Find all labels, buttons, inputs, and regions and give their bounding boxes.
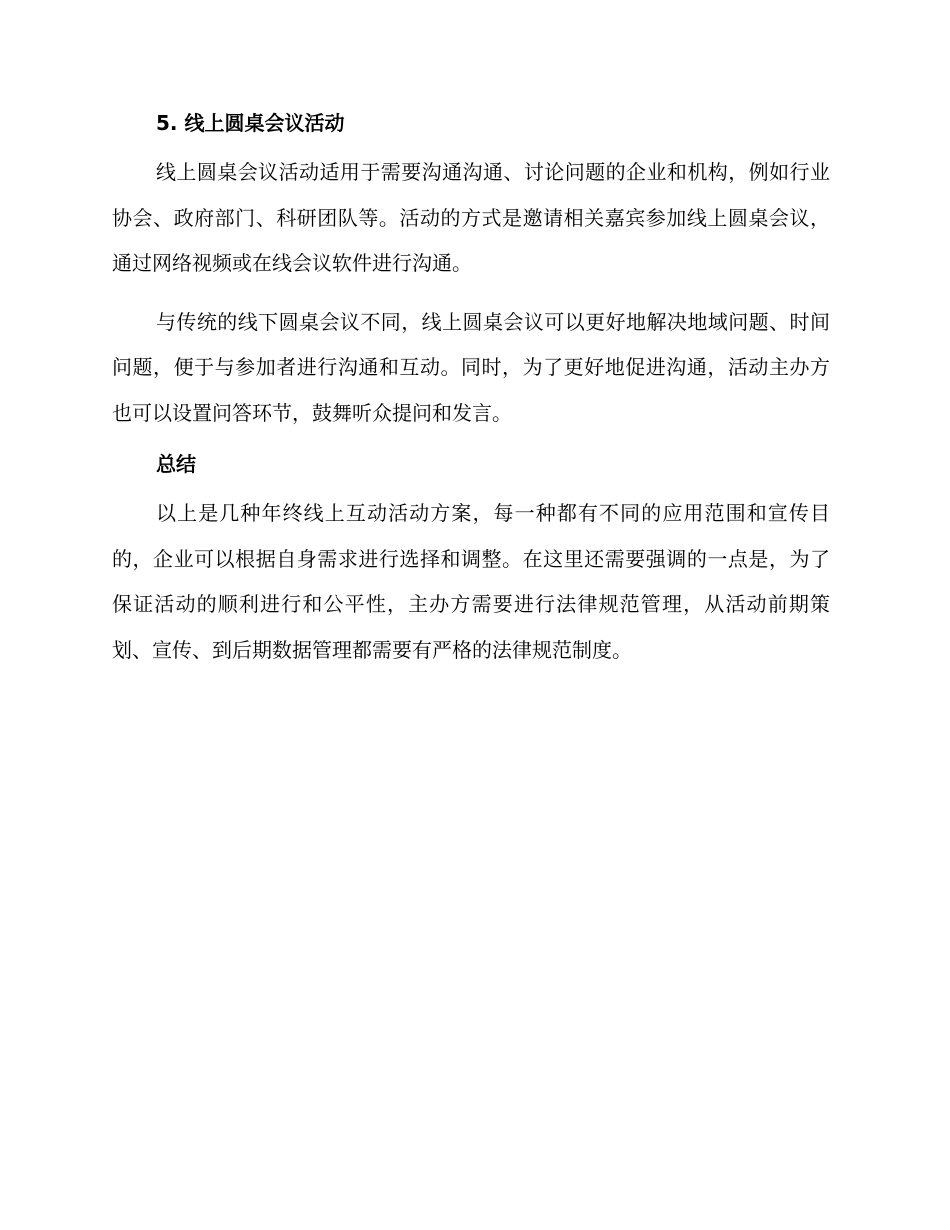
paragraph-roundtable-advantages: 与传统的线下圆桌会议不同，线上圆桌会议可以更好地解决地域问题、时间问题，便于与参加者进行沟通和互动。同时，为了更好地促进沟通，活动主办方也可以设置问答环节，鼓舞听众提问和发言。 (112, 309, 830, 425)
paragraph-summary: 以上是几种年终线上互动活动方案，每一种都有不同的应用范围和宣传目的，企业可以根据自身需求进行选择和调整。在这里还需要强调的一点是，为了保证活动的顺利进行和公平性，主办方需要进行法律规范管理，从活动前期策划、宣传、到后期数据管理都需要有严格的法律规范制度。 (112, 501, 830, 662)
paragraph-roundtable-intro: 线上圆桌会议活动适用于需要沟通沟通、讨论问题的企业和机构，例如行业协会、政府部门、科研团队等。活动的方式是邀请相关嘉宾参加线上圆桌会议，通过网络视频或在线会议软件进行沟通。 (112, 160, 830, 275)
section-heading-summary: 总结 (156, 452, 196, 476)
document-page (112, 108, 830, 686)
section-heading-online-roundtable: 5. 线上圆桌会议活动 (156, 111, 345, 135)
